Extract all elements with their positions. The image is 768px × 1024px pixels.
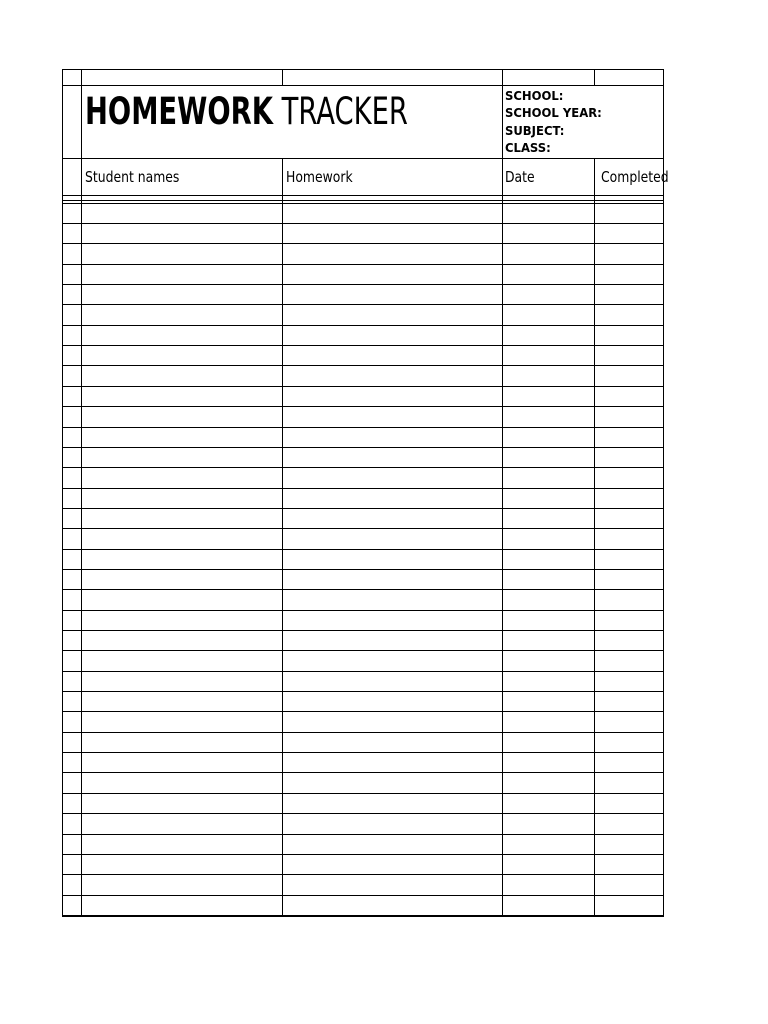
table-row [62, 590, 664, 610]
completed-cell[interactable] [594, 244, 663, 264]
grid-line-header-double [62, 200, 664, 201]
row-index-cell [62, 345, 81, 365]
completed-cell[interactable] [594, 223, 663, 243]
homework-cell[interactable] [282, 732, 502, 752]
homework-cell[interactable] [282, 549, 502, 569]
table-row [62, 854, 664, 874]
date-cell[interactable] [502, 773, 594, 793]
table-row [62, 610, 664, 630]
table-row [62, 752, 664, 772]
grid-col-date-edge [594, 69, 595, 86]
completed-cell[interactable] [594, 529, 663, 549]
row-index-cell [62, 651, 81, 671]
table-row [62, 407, 664, 427]
date-cell[interactable] [502, 264, 594, 284]
date-cell[interactable] [502, 508, 594, 528]
row-index-cell [62, 610, 81, 630]
table-row [62, 875, 664, 895]
row-index-cell [62, 305, 81, 325]
table-row [62, 732, 664, 752]
table-row [62, 712, 664, 732]
student-name-cell[interactable] [81, 549, 282, 569]
completed-cell[interactable] [594, 508, 663, 528]
completed-cell[interactable] [594, 488, 663, 508]
student-name-cell[interactable] [81, 610, 282, 630]
row-index-cell [62, 488, 81, 508]
date-cell[interactable] [502, 468, 594, 488]
table-row [62, 488, 664, 508]
table-row [62, 814, 664, 834]
completed-cell[interactable] [594, 468, 663, 488]
row-index-cell [62, 732, 81, 752]
homework-cell[interactable] [282, 671, 502, 691]
homework-cell[interactable] [282, 691, 502, 711]
table-row [62, 793, 664, 813]
row-index-cell [62, 508, 81, 528]
row-index-cell [62, 529, 81, 549]
row-index-cell [62, 549, 81, 569]
row-index-cell [62, 447, 81, 467]
homework-cell[interactable] [282, 223, 502, 243]
date-cell[interactable] [502, 529, 594, 549]
student-name-cell[interactable] [81, 630, 282, 650]
row-index-cell [62, 569, 81, 589]
title-light-word: TRACKER [281, 90, 408, 133]
student-name-cell[interactable] [81, 671, 282, 691]
completed-cell[interactable] [594, 264, 663, 284]
student-name-cell[interactable] [81, 814, 282, 834]
table-row [62, 223, 664, 243]
table-row [62, 671, 664, 691]
homework-cell[interactable] [282, 508, 502, 528]
date-cell[interactable] [502, 834, 594, 854]
table-row [62, 468, 664, 488]
completed-cell[interactable] [594, 834, 663, 854]
completed-cell[interactable] [594, 671, 663, 691]
homework-cell[interactable] [282, 345, 502, 365]
homework-cell[interactable] [282, 407, 502, 427]
date-cell[interactable] [502, 671, 594, 691]
date-cell[interactable] [502, 895, 594, 915]
date-cell[interactable] [502, 793, 594, 813]
homework-cell[interactable] [282, 651, 502, 671]
date-cell[interactable] [502, 610, 594, 630]
table-row [62, 366, 664, 386]
completed-cell[interactable] [594, 386, 663, 406]
student-name-cell[interactable] [81, 895, 282, 915]
table-row [62, 305, 664, 325]
student-name-cell[interactable] [81, 834, 282, 854]
table-row [62, 264, 664, 284]
student-name-cell[interactable] [81, 223, 282, 243]
date-cell[interactable] [502, 284, 594, 304]
date-cell[interactable] [502, 325, 594, 345]
row-index-cell [62, 244, 81, 264]
date-cell[interactable] [502, 427, 594, 447]
row-index-cell [62, 630, 81, 650]
homework-cell[interactable] [282, 366, 502, 386]
completed-cell[interactable] [594, 325, 663, 345]
row-index-cell [62, 366, 81, 386]
date-cell[interactable] [502, 691, 594, 711]
student-name-cell[interactable] [81, 590, 282, 610]
grid-line-header-bottom [62, 195, 664, 196]
column-header-student-names: Student names [85, 168, 180, 186]
student-name-cell[interactable] [81, 488, 282, 508]
class-label: CLASS: [505, 139, 551, 155]
completed-cell[interactable] [594, 284, 663, 304]
row-index-cell [62, 203, 81, 223]
student-name-cell[interactable] [81, 386, 282, 406]
row-index-cell [62, 264, 81, 284]
homework-cell[interactable] [282, 630, 502, 650]
date-cell[interactable] [502, 590, 594, 610]
homework-cell[interactable] [282, 386, 502, 406]
date-cell[interactable] [502, 569, 594, 589]
completed-cell[interactable] [594, 549, 663, 569]
homework-cell[interactable] [282, 325, 502, 345]
completed-cell[interactable] [594, 610, 663, 630]
title-bold-word: HOMEWORK [85, 90, 273, 133]
date-cell[interactable] [502, 305, 594, 325]
row-index-cell [62, 407, 81, 427]
row-index-cell [62, 590, 81, 610]
homework-cell[interactable] [282, 895, 502, 915]
school-label: SCHOOL: [505, 88, 564, 103]
homework-cell[interactable] [282, 854, 502, 874]
date-cell[interactable] [502, 386, 594, 406]
completed-cell[interactable] [594, 854, 663, 874]
homework-cell[interactable] [282, 529, 502, 549]
student-name-cell[interactable] [81, 651, 282, 671]
table-row [62, 691, 664, 711]
table-row [62, 834, 664, 854]
meta-labels [505, 87, 602, 156]
homework-cell[interactable] [282, 773, 502, 793]
homework-cell[interactable] [282, 284, 502, 304]
student-name-cell[interactable] [81, 732, 282, 752]
homework-cell[interactable] [282, 610, 502, 630]
row-index-cell [62, 773, 81, 793]
grid-line-bottom [62, 916, 664, 917]
student-name-cell[interactable] [81, 407, 282, 427]
completed-cell[interactable] [594, 305, 663, 325]
completed-cell[interactable] [594, 651, 663, 671]
completed-cell[interactable] [594, 895, 663, 915]
student-name-cell[interactable] [81, 793, 282, 813]
table-row [62, 284, 664, 304]
student-name-cell[interactable] [81, 244, 282, 264]
completed-cell[interactable] [594, 712, 663, 732]
student-name-cell[interactable] [81, 529, 282, 549]
row-index-cell [62, 691, 81, 711]
homework-cell[interactable] [282, 244, 502, 264]
student-name-cell[interactable] [81, 447, 282, 467]
row-index-cell [62, 875, 81, 895]
grid-line-top [62, 69, 664, 70]
row-index-cell [62, 325, 81, 345]
student-name-cell[interactable] [81, 854, 282, 874]
homework-tracker-sheet [62, 69, 669, 917]
date-cell[interactable] [502, 447, 594, 467]
table-row [62, 447, 664, 467]
date-cell[interactable] [502, 203, 594, 223]
row-index-cell [62, 386, 81, 406]
homework-cell[interactable] [282, 468, 502, 488]
homework-cell[interactable] [282, 305, 502, 325]
date-cell[interactable] [502, 875, 594, 895]
student-name-cell[interactable] [81, 366, 282, 386]
homework-cell[interactable] [282, 793, 502, 813]
homework-cell[interactable] [282, 569, 502, 589]
table-row [62, 244, 664, 264]
date-cell[interactable] [502, 732, 594, 752]
date-cell[interactable] [502, 223, 594, 243]
page-title [85, 91, 408, 133]
homework-cell[interactable] [282, 427, 502, 447]
subject-label: SUBJECT: [505, 122, 565, 138]
student-name-cell[interactable] [81, 691, 282, 711]
student-name-cell[interactable] [81, 773, 282, 793]
school-year-label: SCHOOL YEAR: [505, 105, 602, 121]
homework-cell[interactable] [282, 590, 502, 610]
date-cell[interactable] [502, 244, 594, 264]
table-row [62, 529, 664, 549]
completed-cell[interactable] [594, 773, 663, 793]
homework-cell[interactable] [282, 447, 502, 467]
completed-cell[interactable] [594, 732, 663, 752]
row-index-cell [62, 854, 81, 874]
row-index-cell [62, 814, 81, 834]
completed-cell[interactable] [594, 752, 663, 772]
date-cell[interactable] [502, 345, 594, 365]
homework-cell[interactable] [282, 752, 502, 772]
completed-cell[interactable] [594, 875, 663, 895]
student-name-cell[interactable] [81, 875, 282, 895]
table-row [62, 386, 664, 406]
date-cell[interactable] [502, 407, 594, 427]
table-row [62, 651, 664, 671]
date-cell[interactable] [502, 366, 594, 386]
homework-cell[interactable] [282, 814, 502, 834]
student-name-cell[interactable] [81, 468, 282, 488]
grid-col-names-edge [282, 69, 283, 86]
date-cell[interactable] [502, 712, 594, 732]
student-name-cell[interactable] [81, 427, 282, 447]
table-row [62, 508, 664, 528]
completed-cell[interactable] [594, 447, 663, 467]
completed-cell[interactable] [594, 569, 663, 589]
date-cell[interactable] [502, 549, 594, 569]
row-index-cell [62, 427, 81, 447]
row-index-cell [62, 712, 81, 732]
homework-cell[interactable] [282, 203, 502, 223]
student-name-cell[interactable] [81, 305, 282, 325]
grid-line-title-top [62, 85, 664, 86]
table-row [62, 203, 664, 223]
student-name-cell[interactable] [81, 712, 282, 732]
student-name-cell[interactable] [81, 284, 282, 304]
table-row [62, 630, 664, 650]
row-index-cell [62, 223, 81, 243]
completed-cell[interactable] [594, 366, 663, 386]
completed-cell[interactable] [594, 691, 663, 711]
student-name-cell[interactable] [81, 508, 282, 528]
completed-cell[interactable] [594, 814, 663, 834]
completed-cell[interactable] [594, 630, 663, 650]
homework-cell[interactable] [282, 488, 502, 508]
grid-line-header-top [62, 158, 664, 159]
date-cell[interactable] [502, 752, 594, 772]
table-row [62, 427, 664, 447]
date-cell[interactable] [502, 630, 594, 650]
homework-cell[interactable] [282, 712, 502, 732]
student-name-cell[interactable] [81, 752, 282, 772]
row-index-cell [62, 671, 81, 691]
date-cell[interactable] [502, 488, 594, 508]
table-row [62, 345, 664, 365]
table-row [62, 773, 664, 793]
column-header-date: Date [505, 168, 535, 186]
completed-cell[interactable] [594, 345, 663, 365]
student-name-cell[interactable] [81, 203, 282, 223]
column-header-homework: Homework [286, 168, 353, 186]
row-index-cell [62, 793, 81, 813]
row-index-cell [62, 468, 81, 488]
row-index-cell [62, 284, 81, 304]
homework-cell[interactable] [282, 834, 502, 854]
date-cell[interactable] [502, 814, 594, 834]
completed-cell[interactable] [594, 203, 663, 223]
student-name-cell[interactable] [81, 264, 282, 284]
date-cell[interactable] [502, 651, 594, 671]
completed-cell[interactable] [594, 407, 663, 427]
table-row [62, 569, 664, 589]
completed-cell[interactable] [594, 590, 663, 610]
student-name-cell[interactable] [81, 569, 282, 589]
student-name-cell[interactable] [81, 345, 282, 365]
row-index-cell [62, 752, 81, 772]
column-header-completed: Completed [601, 168, 669, 186]
table-row [62, 549, 664, 569]
date-cell[interactable] [502, 854, 594, 874]
completed-cell[interactable] [594, 427, 663, 447]
student-name-cell[interactable] [81, 325, 282, 345]
row-index-cell [62, 834, 81, 854]
table-row [62, 325, 664, 345]
completed-cell[interactable] [594, 793, 663, 813]
homework-cell[interactable] [282, 264, 502, 284]
homework-cell[interactable] [282, 875, 502, 895]
table-row [62, 895, 664, 915]
row-index-cell [62, 895, 81, 915]
